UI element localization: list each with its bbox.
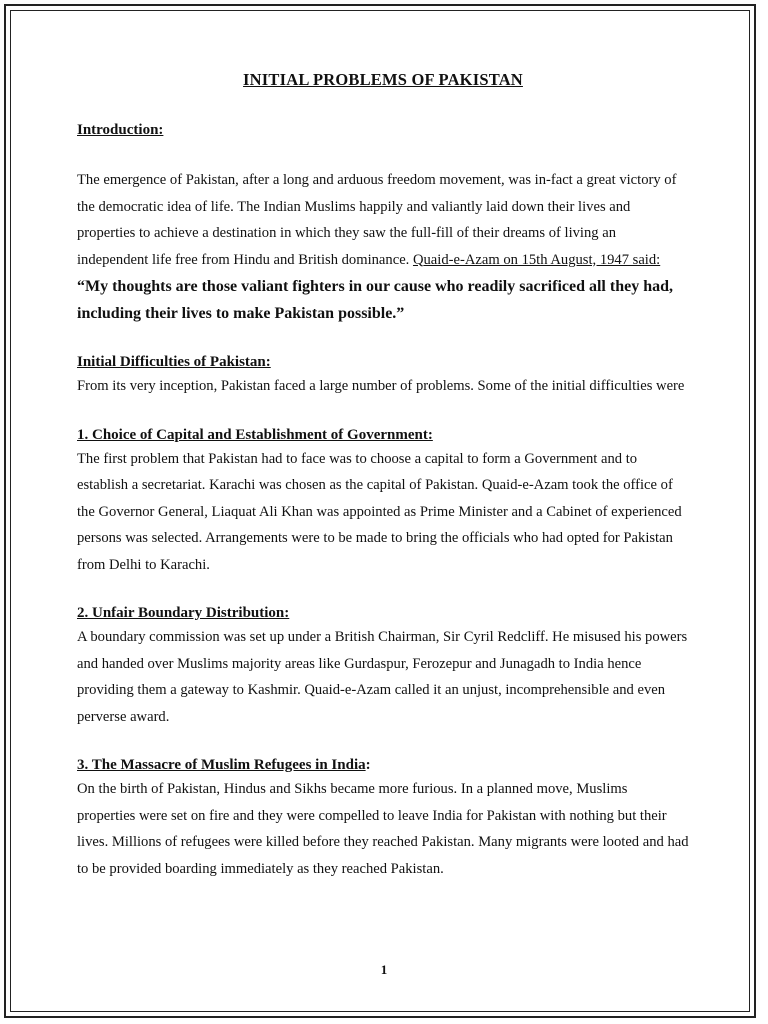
introduction-heading: Introduction: (77, 122, 164, 138)
section-3-heading-text: 3. The Massacre of Muslim Refugees in India (77, 757, 366, 773)
page-number: 1 (380, 962, 388, 977)
section-3-heading (77, 754, 689, 776)
section-1-heading: 1. Choice of Capital and Establishment of Government: (77, 426, 433, 443)
section-3-heading-colon: : (365, 757, 371, 773)
document-page (77, 70, 689, 882)
section-2-heading: 2. Unfair Boundary Distribution: (77, 605, 290, 621)
document-title: INITIAL PROBLEMS OF PAKISTAN (243, 70, 523, 89)
introduction-paragraph (77, 167, 689, 273)
difficulties-heading: Initial Difficulties of Pakistan: (77, 354, 271, 370)
section-3-paragraph: On the birth of Pakistan, Hindus and Sikhs became more furious. In a planned move, Muslims properties were set on fire and they were compelled to leave India for Pakistan with nothing but their lives. Millions of refugees were killed before they reached Pakistan. Many migrants were looted and had to be provided boarding immediately as they reached Pakistan. (77, 781, 689, 877)
introduction-text: The emergence of Pakistan, after a long and arduous freedom movement, was in-fact a great victory of the democratic idea of life. The Indian Muslims happily and valiantly laid down their lives and properties to achieve a destination in which they saw the full-fill of their dreams of living an independent life free from Hindu and British dominance. (77, 172, 677, 268)
section-1-paragraph: The first problem that Pakistan had to face was to choose a capital to form a Government and to establish a secretariat. Karachi was chosen as the capital of Pakistan. Quaid-e-Azam took the office of the Governor General, Liaquat Ali Khan was appointed as Prime Minister and a Cabinet of experienced persons was selected. Arrangements were to be made to bring the officials who had opted for Pakistan from Delhi to Karachi. (77, 450, 682, 573)
quaid-quote: “My thoughts are those valiant fighters in our cause who readily sacrificed all they had, including their lives to make Pakistan possible.” (77, 278, 673, 322)
quaid-reference: Quaid-e-Azam on 15th August, 1947 said: (412, 251, 661, 268)
section-2-paragraph: A boundary commission was set up under a British Chairman, Sir Cyril Redcliff. He misused his powers and handed over Muslims majority areas like Gurdaspur, Ferozepur and Junagadh to India hence providing them a gateway to Kashmir. Quaid-e-Azam called it an unjust, incomprehensible and even perverse award. (77, 629, 688, 725)
difficulties-paragraph: From its very inception, Pakistan faced a large number of problems. Some of the initial difficulties were (77, 378, 685, 394)
